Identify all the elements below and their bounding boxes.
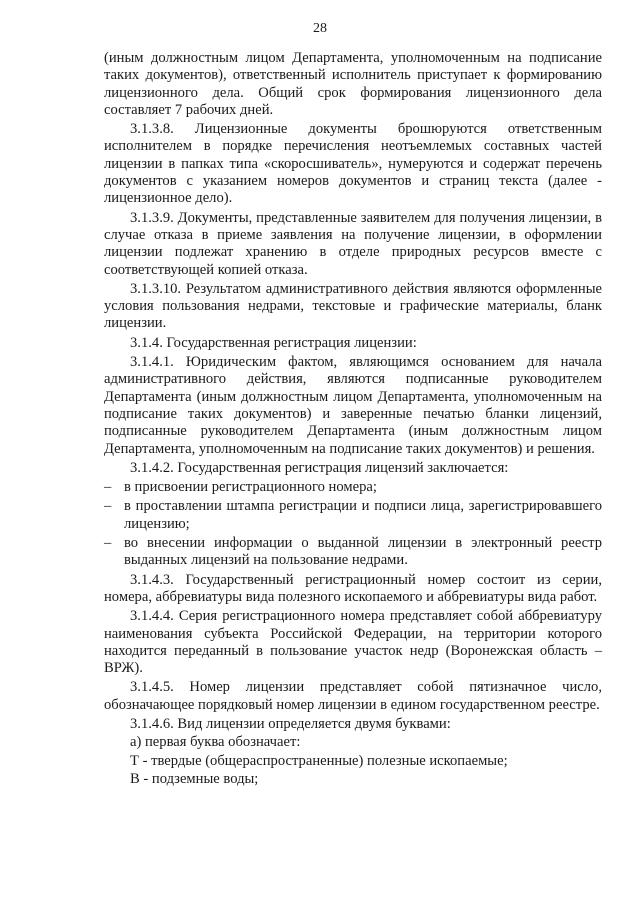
page-number: 28 bbox=[313, 21, 327, 36]
letter-v-definition: В - подземные воды; bbox=[130, 770, 259, 787]
list-item-text: в присвоении регистрационного номера; bbox=[124, 479, 377, 496]
paragraph-continuation: (иным должностным лицом Департамента, уполномоченным на подписание таких документов), ответственный исполнитель приступает к формированию лицензионного дела. Общий срок формирования лицензионного дела составляет 7 рабочих дней. bbox=[104, 50, 602, 118]
heading-3-1-4: 3.1.4. Государственная регистрация лицензии: bbox=[130, 334, 417, 351]
paragraph-3-1-4-4: 3.1.4.4. Серия регистрационного номера представляет собой аббревиатуру наименования субъекта Российской Федерации, на территории которого находится переданный в пользование участок недр (Воронежская область – ВРЖ). bbox=[104, 608, 602, 677]
list-dash-marker: – bbox=[104, 498, 112, 515]
list-item-text: во внесении информации о выданной лицензии в электронный реестр выданных лицензий на пользование недрами. bbox=[124, 535, 602, 569]
paragraph-3-1-4-1: 3.1.4.1. Юридическим фактом, являющимся основанием для начала административного действия, являются подписанные руководителем Департамента (иным должностным лицом Департамента, уполномоченным на подписание таких документов) и заверенные печатью бланки лицензий, подписанные руководителем Департамента (иным должностным лицом Департамента, уполномоченным на подписание таких документов) и решения. bbox=[104, 354, 602, 457]
paragraph-3-1-4-5: 3.1.4.5. Номер лицензии представляет собой пятизначное число, обозначающее порядковый номер лицензии в едином государственном реестре. bbox=[104, 679, 602, 713]
paragraph-3-1-3-8: 3.1.3.8. Лицензионные документы брошюруются ответственным исполнителем в порядке перечисления неотъемлемых составных частей лицензии в папках типа «скоросшиватель», нумеруются и содержат перечень документов с указанием номеров документов и страниц текста (далее - лицензионное дело). bbox=[104, 121, 602, 207]
paragraph-3-1-3-10: 3.1.3.10. Результатом административного действия являются оформленные условия пользования недрами, текстовые и графические материалы, бланк лицензии. bbox=[104, 280, 602, 332]
list-dash-marker: – bbox=[104, 479, 112, 496]
paragraph-3-1-4-6: 3.1.4.6. Вид лицензии определяется двумя буквами: bbox=[130, 715, 451, 732]
list-item-text: в проставлении штампа регистрации и подписи лица, зарегистрировавшего лицензию; bbox=[124, 498, 602, 532]
document-body bbox=[104, 50, 602, 789]
list-item bbox=[104, 498, 602, 533]
letter-t-definition: Т - твердые (общераспространенные) полезные ископаемые; bbox=[130, 752, 508, 769]
list-item bbox=[104, 479, 602, 496]
list-item bbox=[104, 535, 602, 570]
subitem-a: а) первая буква обозначает: bbox=[130, 734, 301, 751]
list-dash-marker: – bbox=[104, 535, 112, 552]
paragraph-3-1-4-3: 3.1.4.3. Государственный регистрационный номер состоит из серии, номера, аббревиатуры вида полезного ископаемого и аббревиатуры вида работ. bbox=[104, 571, 602, 605]
paragraph-3-1-4-2: 3.1.4.2. Государственная регистрация лицензий заключается: bbox=[130, 459, 509, 476]
paragraph-3-1-3-9: 3.1.3.9. Документы, представленные заявителем для получения лицензии, в случае отказа в приеме заявления на получение лицензии, в оформлении лицензии подлежат хранению в отделе природных ресурсов вместе с соответствующей копией отказа. bbox=[104, 209, 602, 278]
